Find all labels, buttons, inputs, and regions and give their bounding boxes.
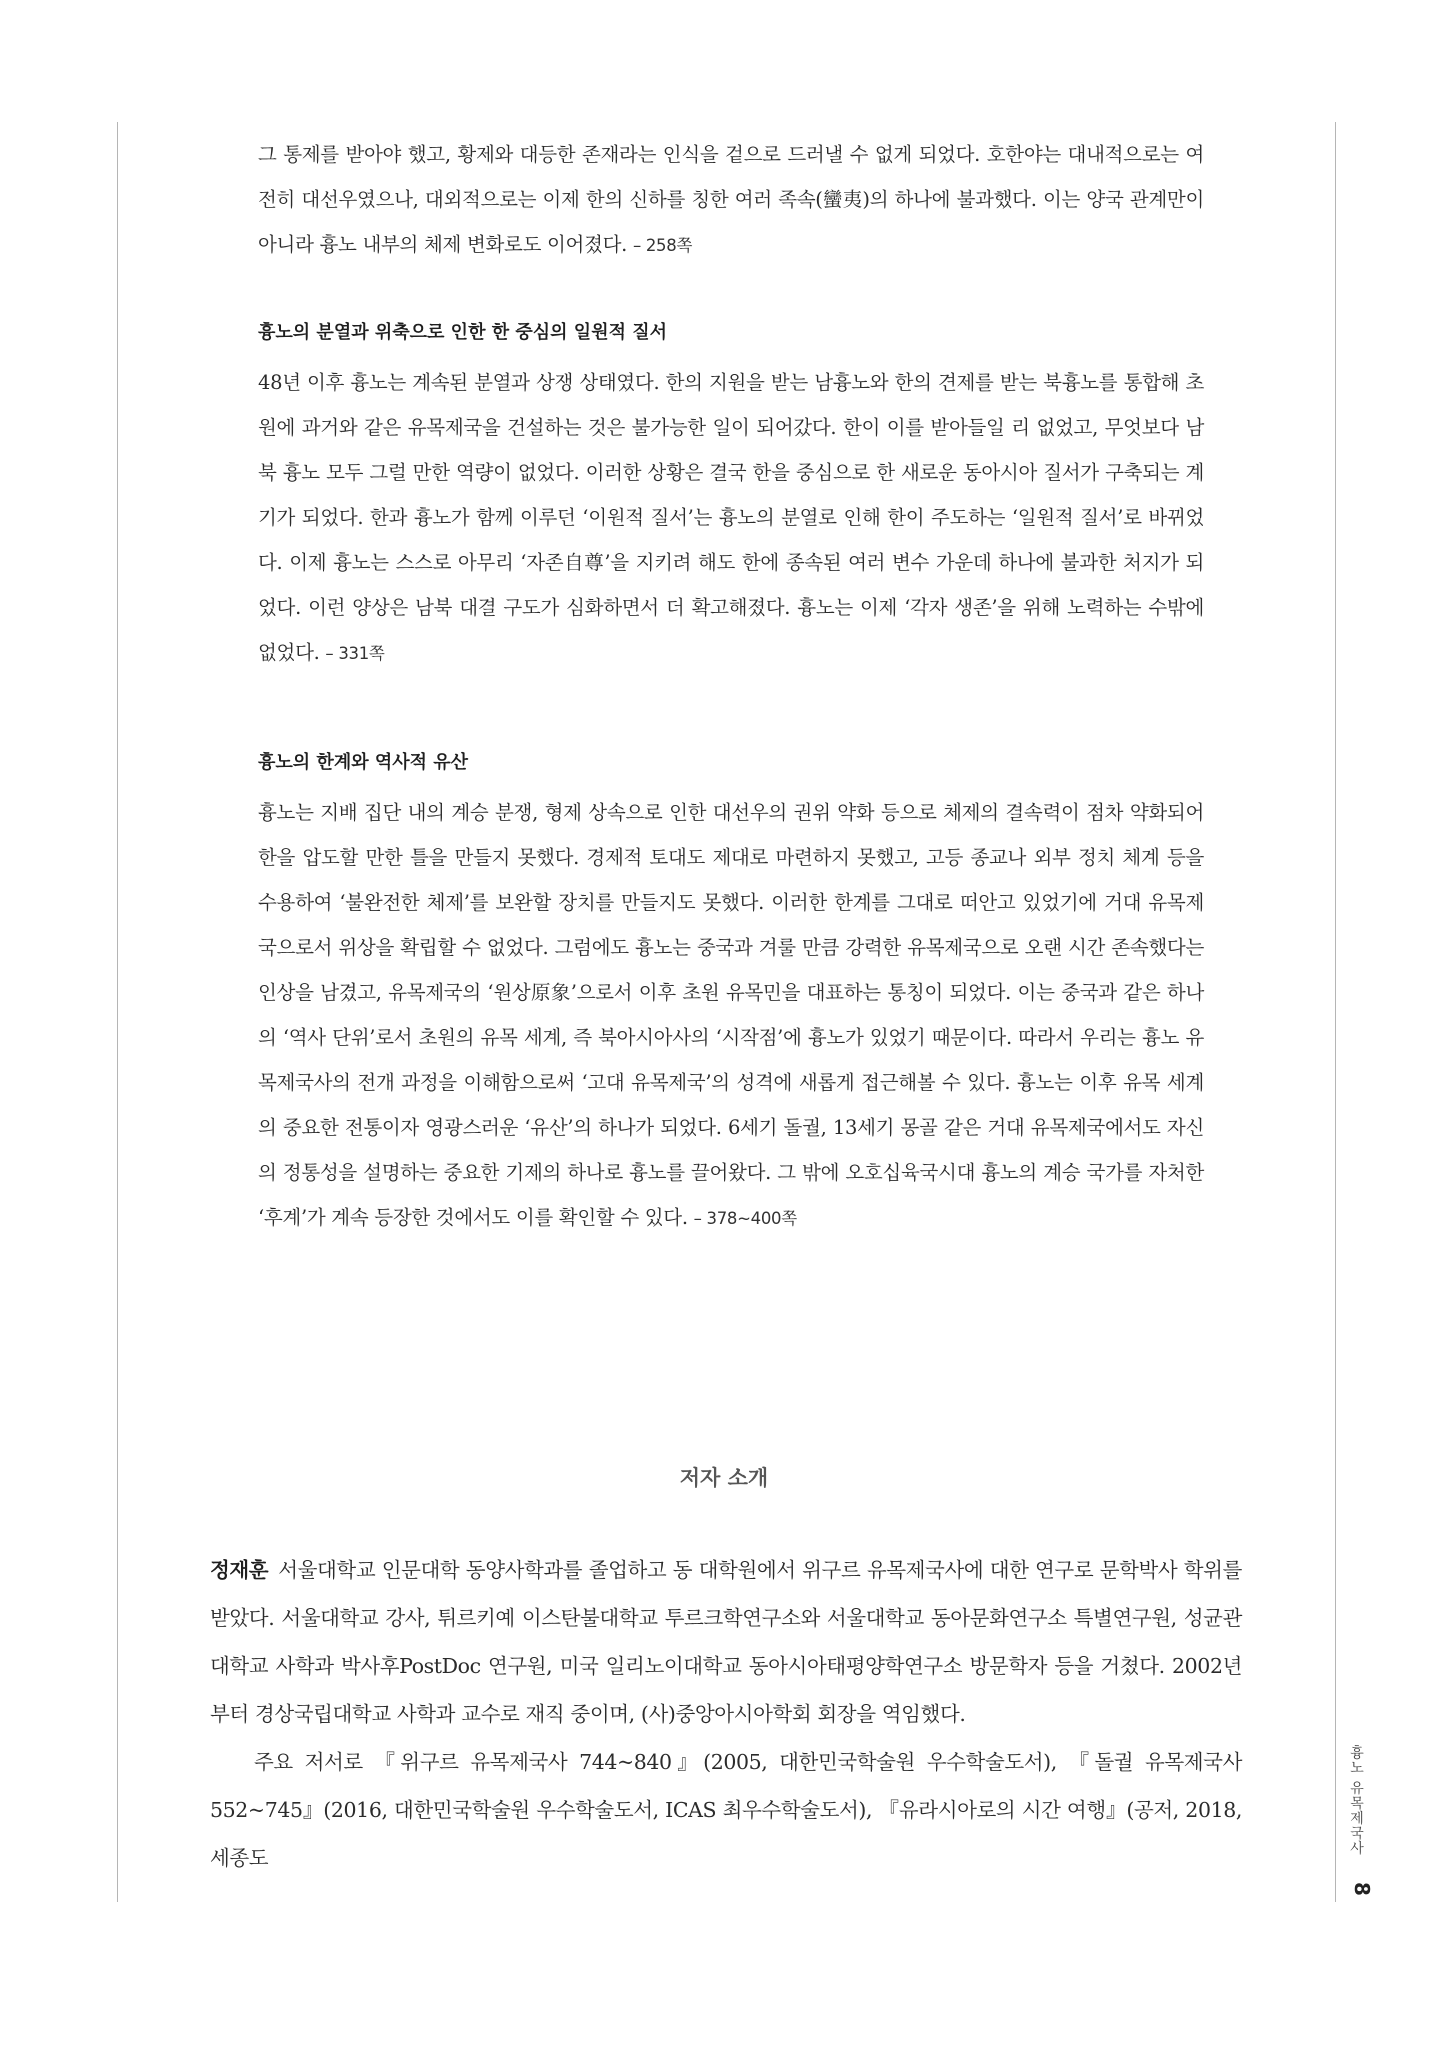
excerpt-block-1 bbox=[258, 132, 1204, 268]
excerpt-text: 48년 이후 흉노는 계속된 분열과 상쟁 상태였다. 한의 지원을 받는 남흉노와 한의 견제를 받는 북흉노를 통합해 초원에 과거와 같은 유목제국을 건설하는 것은 불가능한 일이 되어갔다. 한이 이를 받아들일 리 없었고, 무엇보다 남북 흉노 모두 그럴 만한 역량이 없었다. 이러한 상황은 결국 한을 중심으로 한 새로운 동아시아 질서가 구축되는 계기가 되었다. 한과 흉노가 함께 이루던 ‘이원적 질서’는 흉노의 분열로 인해 한이 주도하는 ‘일원적 질서’로 바뀌었다. 이제 흉노는 스스로 아무리 ‘자존自尊’을 지키려 해도 한에 종속된 여러 변수 가운데 하나에 불과한 처지가 되었다. 이런 양상은 남북 대결 구도가 심화하면서 더 확고해졌다. 흉노는 이제 ‘각자 생존’을 위해 노력하는 수밖에 없었다. bbox=[258, 371, 1204, 664]
author-name: 정재훈 bbox=[210, 1558, 269, 1582]
author-bio bbox=[210, 1546, 1242, 1882]
author-section-title: 저자 소개 bbox=[679, 1466, 769, 1490]
section-heading: 흉노의 한계와 역사적 유산 bbox=[258, 752, 469, 773]
page-reference: – 378~400쪽 bbox=[693, 1209, 797, 1228]
section-heading: 흉노의 분열과 위축으로 인한 한 중심의 일원적 질서 bbox=[258, 322, 668, 343]
author-works-paragraph: 주요 저서로 『위구르 유목제국사 744~840』(2005, 대한민국학술원 우수학술도서), 『돌궐 유목제국사 552~745』(2016, 대한민국학술원 우수학술도서, ICAS 최우수학술도서), 『유라시아로의 시간 여행』(공저, 2018, 세종도 bbox=[210, 1750, 1242, 1870]
page-reference: – 258쪽 bbox=[632, 236, 693, 255]
book-title-running-head: 흉노 유목제국사 bbox=[1348, 1745, 1364, 1856]
excerpt-paragraph bbox=[258, 790, 1204, 1241]
excerpt-text: 흉노는 지배 집단 내의 계승 분쟁, 형제 상속으로 인한 대선우의 권위 약화 등으로 체제의 결속력이 점차 약화되어 한을 압도할 만한 틀을 만들지 못했다. 경제적 토대도 제대로 마련하지 못했고, 고등 종교나 외부 정치 체계 등을 수용하여 ‘불완전한 체제’를 보완할 장치를 만들지도 못했다. 이러한 한계를 그대로 떠안고 있었기에 거대 유목제국으로서 위상을 확립할 수 없었다. 그럼에도 흉노는 중국과 겨룰 만큼 강력한 유목제국으로 오랜 시간 존속했다는 인상을 남겼고, 유목제국의 ‘원상原象’으로서 이후 초원 유목민을 대표하는 통칭이 되었다. 이는 중국과 같은 하나의 ‘역사 단위’로서 초원의 유목 세계, 즉 북아시아사의 ‘시작점’에 흉노가 있었기 때문이다. 따라서 우리는 흉노 유목제국사의 전개 과정을 이해함으로써 ‘고대 유목제국’의 성격에 새롭게 접근해볼 수 있다. 흉노는 이후 유목 세계의 중요한 전통이자 영광스러운 ‘유산’의 하나가 되었다. 6세기 돌궐, 13세기 몽골 같은 거대 유목제국에서도 자신의 정통성을 설명하는 중요한 기제의 하나로 흉노를 끌어왔다. 그 밖에 오호십육국시대 흉노의 계승 국가를 자처한 ‘후계’가 계속 등장한 것에서도 이를 확인할 수 있다. bbox=[258, 801, 1204, 1229]
excerpt-paragraph bbox=[258, 132, 1204, 268]
author-bio-text: 서울대학교 인문대학 동양사학과를 졸업하고 동 대학원에서 위구르 유목제국사에 대한 연구로 문학박사 학위를 받았다. 서울대학교 강사, 튀르키예 이스탄불대학교 투르크학연구소와 서울대학교 동아문화연구소 특별연구원, 성균관대학교 사학과 박사후PostDoc 연구원, 미국 일리노이대학교 동아시아태평양학연구소 방문학자 등을 거쳤다. 2002년부터 경상국립대학교 사학과 교수로 재직 중이며, (사)중앙아시아학회 회장을 역임했다. bbox=[210, 1558, 1242, 1726]
excerpt-section-2 bbox=[258, 748, 1204, 1241]
right-margin-rule bbox=[1335, 122, 1336, 1902]
excerpt-section-1 bbox=[258, 318, 1204, 676]
left-margin-rule bbox=[117, 122, 118, 1902]
page-number: 8 bbox=[1350, 1882, 1374, 1896]
author-bio-paragraph bbox=[210, 1546, 1242, 1738]
excerpt-text: 그 통제를 받아야 했고, 황제와 대등한 존재라는 인식을 겉으로 드러낼 수 없게 되었다. 호한야는 대내적으로는 여전히 대선우였으나, 대외적으로는 이제 한의 신하를 칭한 여러 족속(蠻夷)의 하나에 불과했다. 이는 양국 관계만이 아니라 흉노 내부의 체제 변화로도 이어졌다. bbox=[258, 143, 1204, 256]
page-reference: – 331쪽 bbox=[325, 644, 385, 663]
excerpt-paragraph bbox=[258, 360, 1204, 676]
